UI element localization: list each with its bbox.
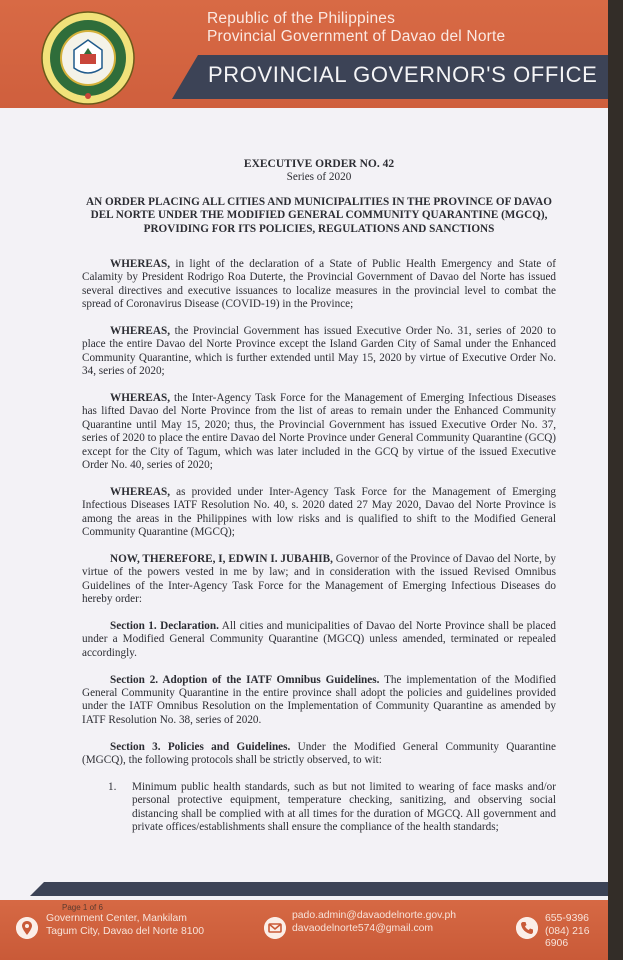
email-address[interactable]: davaodelnorte574@gmail.com	[292, 922, 434, 934]
background-edge	[608, 0, 623, 960]
provincial-seal-icon	[40, 10, 136, 106]
section-heading: Section 3. Policies and Guidelines.	[110, 740, 291, 753]
paragraph-whereas-4	[82, 486, 556, 540]
paragraph-text: Under the Modified General Community Quarantine (MGCQ), the following protocols shall be strictly observed, to wit:	[82, 740, 556, 766]
order-title-line: DEL NORTE UNDER THE MODIFIED GENERAL COMMUNITY QUARANTINE (MGCQ),	[90, 209, 548, 222]
phone-number[interactable]: (084) 216 6906	[545, 925, 590, 949]
paragraph-lead: WHEREAS,	[110, 485, 170, 498]
paragraph-whereas-2	[82, 325, 556, 379]
document-body	[82, 158, 556, 834]
paragraph-text: Governor of the Province of Davao del Norte, by virtue of the powers vested in me by law; and in consideration with the issued Revised Omnibus Guidelines of the Inter-Agency Task Force for the Management of Emerging Infectious Diseases do hereby order:	[82, 552, 556, 606]
header-line-province: Provincial Government of Davao del Norte	[207, 28, 506, 45]
paragraph-lead: NOW, THEREFORE, I, EDWIN I. JUBAHIB,	[110, 552, 333, 565]
section-heading: Section 1. Declaration.	[110, 619, 219, 632]
order-title-line: AN ORDER PLACING ALL CITIES AND MUNICIPALITIES IN THE PROVINCE OF DAVAO	[86, 195, 552, 208]
phone-icon	[516, 917, 538, 939]
phone-number[interactable]: 655-9396	[545, 913, 589, 924]
paragraph-text: as provided under Inter-Agency Task Force for the Management of Emerging Infectious Diseases IATF Resolution No. 40, s. 2020 dated 27 May 2020, Davao del Norte Province is among the areas in the Philippines with low risks and is qualified to shift to the Modified General Community Quarantine (MGCQ);	[82, 485, 556, 539]
list-item	[108, 781, 556, 835]
order-number: EXECUTIVE ORDER NO. 42	[243, 158, 395, 170]
email-address[interactable]: pado.admin@davaodelnorte.gov.ph	[292, 910, 457, 921]
list-item-text: Minimum public health standards, such as but not limited to wearing of face masks and/or personal protective equipment, temperature checking, sanitizing, and observing social distancing shall be complied with at all times for the duration of MGCQ. All government and private offices/establishments shall ensure the compliance of the health standards;	[132, 780, 556, 833]
paragraph-text: in light of the declaration of a State of Public Health Emergency and State of Calamity by President Rodrigo Roa Duterte, the Provincial Government of Davao del Norte has issued several directives and executive issuances to localize measures in the provincial level to combat the spread of Coronavirus Disease (COVID-19) in the Province;	[82, 258, 556, 311]
page-number: Page 1 of 6	[62, 903, 103, 912]
paragraph-now-therefore	[82, 553, 556, 607]
order-title	[82, 196, 556, 236]
paragraph-text: The implementation of the Modified General Community Quarantine in the entire province shall adopt the policies and guidelines provided under the IATF Omnibus Resolution on the Implementation of Community Quarantine as amended by IATF Resolution No. 38, series of 2020.	[82, 673, 556, 726]
footer-phone	[545, 913, 608, 951]
paragraph-text: All cities and municipalities of Davao del Norte Province shall be placed under a Modified General Community Quarantine (MGCQ) unless amended, terminated or repealed accordingly.	[82, 619, 556, 659]
paragraph-lead: WHEREAS,	[110, 258, 170, 271]
address-line: Tagum City, Davao del Norte 8100	[46, 925, 205, 937]
section-2-adoption	[82, 674, 556, 728]
header-line-republic: Republic of the Philippines	[207, 10, 396, 27]
footer-divider-bar	[30, 882, 608, 896]
section-heading: Section 2. Adoption of the IATF Omnibus Guidelines.	[110, 673, 380, 686]
paragraph-lead: WHEREAS,	[110, 325, 170, 338]
paragraph-lead: WHEREAS,	[110, 392, 170, 405]
email-icon	[264, 917, 286, 939]
paragraph-text: the Provincial Government has issued Executive Order No. 31, series of 2020 to place the entire Davao del Norte Province except the Island Garden City of Samal under the Enhanced Community Quarantine, which is further extended until May 15, 2020 by virtue of Executive Order No. 34, series of 2020;	[82, 325, 556, 378]
header-government	[207, 10, 607, 46]
location-icon	[16, 917, 38, 939]
office-title: PROVINCIAL GOVERNOR'S OFFICE	[208, 62, 598, 87]
order-series: Series of 2020	[286, 171, 352, 184]
address-line: Government Center, Mankilam	[46, 913, 187, 924]
footer-email	[292, 910, 456, 935]
footer-address	[46, 913, 204, 938]
order-title-line: PROVIDING FOR ITS POLICIES, REGULATIONS AND SANCTIONS	[143, 222, 495, 235]
paragraph-text: the Inter-Agency Task Force for the Management of Emerging Infectious Diseases has lifted Davao del Norte Province from the list of areas to remain under the Enhanced Community Quarantine until May 15, 2020; thus, the Provincial Government has issued Executive Order No. 37, series of 2020 to place the entire Davao del Norte Province under General Community Quarantine (GCQ) except for the City of Tagum, which was later included in the GCQ by virtue of the issued Executive Order No. 40, series of 2020;	[82, 392, 556, 472]
paragraph-whereas-3	[82, 392, 556, 472]
paragraph-whereas-1	[82, 258, 556, 312]
section-3-policies	[82, 741, 556, 768]
list-item-number: 1.	[108, 780, 117, 793]
section-1-declaration	[82, 620, 556, 660]
